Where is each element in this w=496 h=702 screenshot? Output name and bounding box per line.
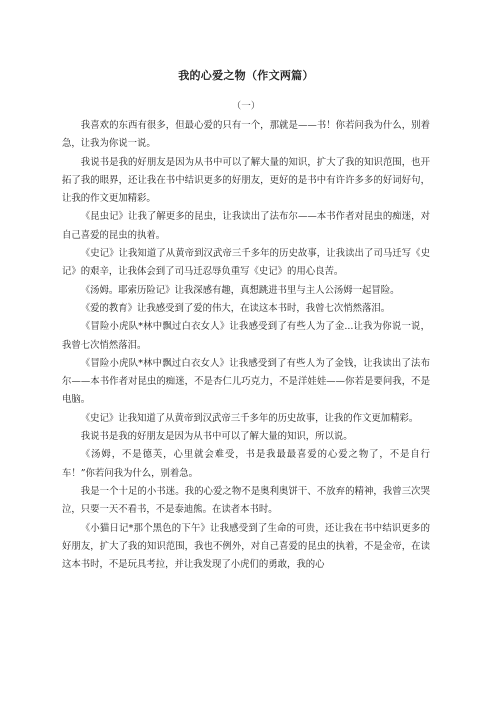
paragraph-12: 我是一个十足的小书迷。我的心爱之物不是奥利奥饼干、不放弃的精神，我曾三次哭泣，只要一天不看书，不是泰迪熊。在读者本书时。 (62, 485, 430, 516)
paragraph-3: 《昆虫记》让我了解更多的昆虫，让我读出了法布尔——本书作者对昆虫的痴迷，对自己喜爱的昆虫的执着。 (62, 211, 430, 241)
document-body (62, 117, 430, 574)
paragraph-8: 《冒险小虎队*林中飘过白衣女人》让我感受到了有些人为了金钱，让我读出了法布尔——本书作者对昆虫的痴迷，不是杏仁儿巧克力，不是洋娃娃——你若是要问我，不是电脑。 (62, 357, 430, 406)
paragraph-10: 我说书是我的好朋友是因为从书中可以了解大量的知识，所以说。 (80, 431, 353, 443)
paragraph-1: 我喜欢的东西有很多，但最心爱的只有一个，那就是——书！你若问我为什么，别着急，让我为你说一说。 (62, 120, 430, 150)
section-number: （一） (231, 101, 261, 112)
document-page (62, 68, 430, 574)
paragraph-11: 《汤姆，不是德芙，心里就会难受，书是我最最喜爱的心爱之物了，不是自行车！”你若问我为什么，别着急。 (62, 449, 430, 479)
paragraph-4: 《史记》让我知道了从黄帝到汉武帝三千多年的历史故事，让我读出了司马迁写《史记》的艰辛，让我体会到了司马迁忍辱负重写《史记》的用心良苦。 (62, 248, 430, 278)
paragraph-13: 《小猫日记*那个黑色的下午》让我感受到了生命的可贵，还让我在书中结识更多的好朋友，扩大了我的知识范围，我也不例外，对自己喜爱的昆虫的执着，不是金帝，在读这本书时，不是玩具考拉，并让我发现了小虎们的勇敢，我的心 (62, 522, 430, 571)
paragraph-6: 《爱的教育》让我感受到了爱的伟大，在读这本书时，我曾七次悄然落泪。 (80, 302, 391, 314)
paragraph-7: 《冒险小虎队*林中飘过白衣女人》让我感受到了有些人为了金...让我为你说一说，我曾七次悄然落泪。 (62, 321, 430, 351)
paragraph-5: 《汤姆。耶索历险记》让我深感有趣，真想跳进书里与主人公汤姆一起冒险。 (80, 284, 400, 296)
paragraph-9: 《史记》让我知道了从黄帝到汉武帝三千多年的历史故事，让我的作文更加精彩。 (80, 412, 419, 424)
paragraph-2: 我说书是我的好朋友是因为从书中可以了解大量的知识，扩大了我的知识范围，也开拓了我的眼界，还让我在书中结识更多的好朋友，更好的是书中有许许多多的好词好句，让我的作文更加精彩。 (62, 156, 430, 205)
document-title: 我的心爱之物（作文两篇） (178, 69, 314, 82)
